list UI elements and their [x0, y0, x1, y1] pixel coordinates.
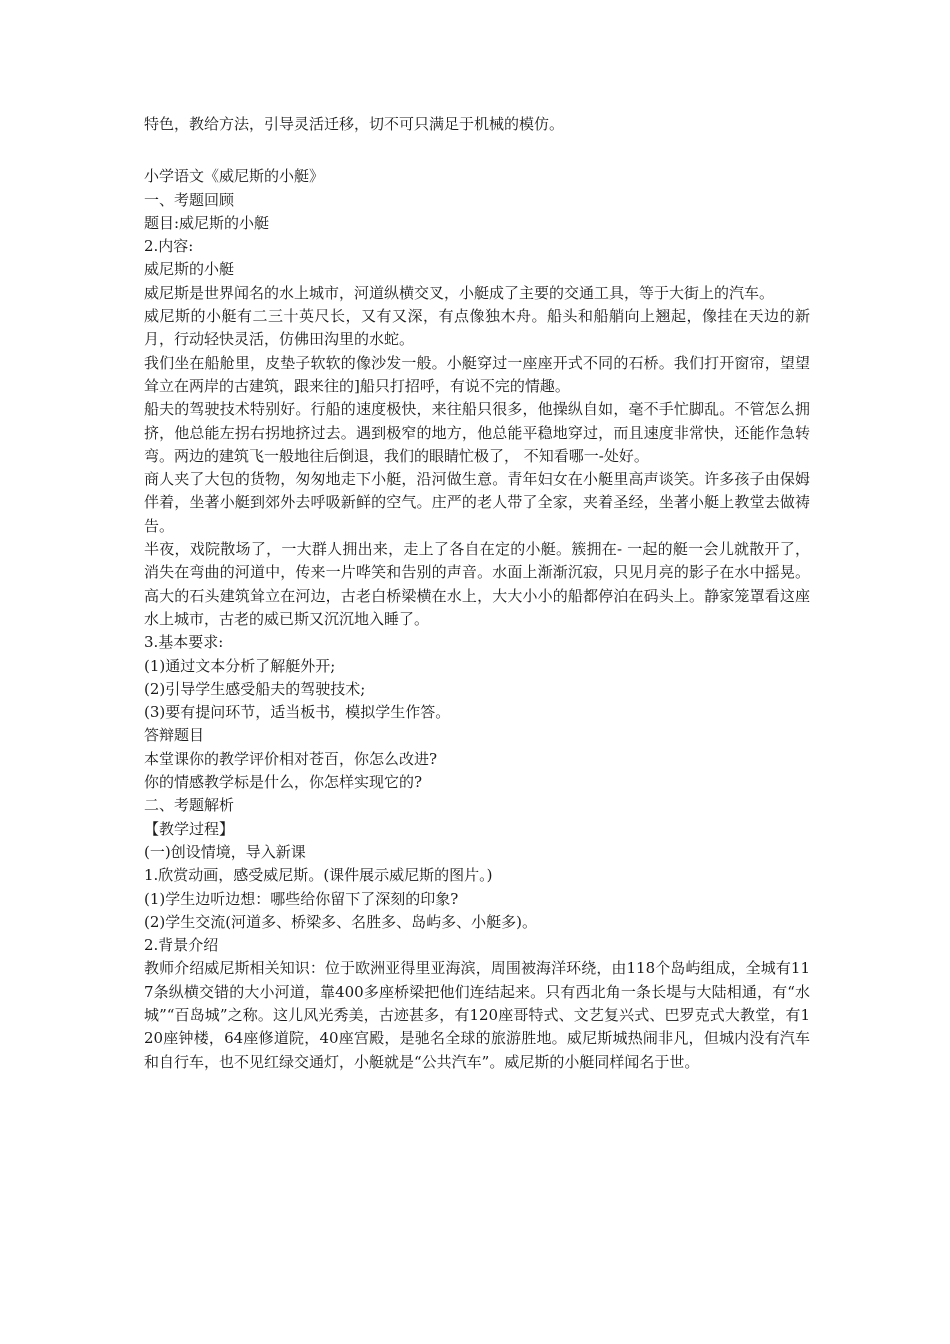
paragraph-gap	[144, 136, 810, 165]
content-label: 2.内容:	[144, 237, 194, 256]
requirement-item-1: (1)通过文本分析了解艇外开;	[144, 656, 336, 675]
text-paragraph-5: 商人夹了大包的货物，匆匆地走下小艇，沿河做生意。青年妇女在小艇里高声谈笑。许多孩子由保姆伴着，坐著小艇到郊外去呼吸新鲜的空气。庄严的老人带了全家，夹着圣经，坐著小艇上教堂去做祷告。	[144, 470, 810, 535]
section-heading-review: 一、考题回顾	[144, 190, 235, 209]
text-paragraph-4: 船夫的驾驶技术特别好。行船的速度极快，来往船只很多，他操纵自如，毫不手忙脚乱。不管怎么拥挤，他总能左拐右拐地挤过去。遇到极窄的地方，他总能平稳地穿过，而且速度非常快，还能作急转弯。两边的建筑飞一般地往后倒退，我们的眼睛忙极了， 不知看哪一-处好。	[144, 400, 810, 465]
teaching-process-heading: 【教学过程】	[144, 819, 235, 838]
section-heading-analysis: 二、考题解析	[144, 796, 235, 815]
paragraph-continuation: 特色，教给方法，引导灵活迁移，切不可只满足于机械的模仿。	[144, 115, 565, 133]
text-paragraph-6: 半夜，戏院散场了，一大群人拥出来，走上了各自在定的小艇。簇拥在- 一起的艇一会儿就散开了，消失在弯曲的河道中，传来一片哗笑和告别的声音。水面上渐渐沉寂，只见月亮的影子在水中摇晃。高大的石头建筑耸立在河边，古老白桥梁横在水上，大大小小的船都停泊在码头上。静家笼罩看这座水上城市，古老的威已斯又沉沉地入睡了。	[144, 540, 810, 628]
step-heading-1: (一)创设情境，导入新课	[144, 842, 306, 861]
defense-heading: 答辩题目	[144, 726, 205, 745]
text-paragraph-3: 我们坐在船舱里，皮垫子软软的像沙发一般。小艇穿过一座座开式不同的石桥。我们打开窗帘，望望耸立在两岸的古建筑，跟来往的]船只打招呼，有说不完的情趣。	[144, 353, 810, 395]
document-page	[144, 113, 810, 1074]
document-title: 小学语文《威尼斯的小艇》	[144, 167, 325, 186]
step-subitem-2: (2)学生交流(河道多、桥梁多、名胜多、岛屿多、小艇多)。	[144, 912, 537, 931]
background-paragraph: 教师介绍威尼斯相关知识：位于欧洲亚得里亚海滨，周围被海洋环绕，由118个岛屿组成，全城有117条纵横交错的大小河道，靠400多座桥梁把他们连结起来。只有西北角一条长堤与大陆相通，有“水城”“百岛城”之称。这儿风光秀美，古迹甚多，有120座哥特式、文艺复兴式、巴罗克式大教堂，有120座钟楼，64座修道院，40座宫殿，是驰名全球的旅游胜地。威尼斯城热闹非凡，但城内没有汽车和自行车，也不见红绿交通灯，小艇就是“公共汽车”。威尼斯的小艇同样闻名于世。	[144, 959, 810, 1071]
step-item-1: 1.欣赏动画，感受威尼斯。(课件展示威尼斯的图片。)	[144, 866, 493, 885]
text-paragraph-2: 威尼斯的小艇有二三十英尺长，又有又深，有点像独木舟。船头和船艄向上翘起，像挂在天边的新月，行动轻快灵活，仿佛田沟里的水蛇。	[144, 307, 810, 349]
step-item-2: 2.背景介绍	[144, 936, 219, 955]
requirements-label: 3.基本要求:	[144, 633, 224, 652]
text-paragraph-1: 威尼斯是世界闻名的水上城市，河道纵横交叉，小艇成了主要的交通工具，等于大街上的汽车。	[144, 283, 775, 302]
requirement-item-3: (3)要有提问环节，适当板书，模拟学生作答。	[144, 703, 451, 722]
defense-question-2: 你的情感教学标是什么，你怎样实现它的?	[144, 773, 423, 792]
topic-line: 题目:威尼斯的小艇	[144, 213, 270, 232]
defense-question-1: 本堂课你的教学评价相对苍百，你怎么改进?	[144, 749, 438, 768]
text-title: 威尼斯的小艇	[144, 260, 235, 279]
requirement-item-2: (2)引导学生感受船夫的驾驶技术;	[144, 679, 366, 698]
step-subitem-1: (1)学生边听边想：哪些给你留下了深刻的印象?	[144, 889, 459, 908]
